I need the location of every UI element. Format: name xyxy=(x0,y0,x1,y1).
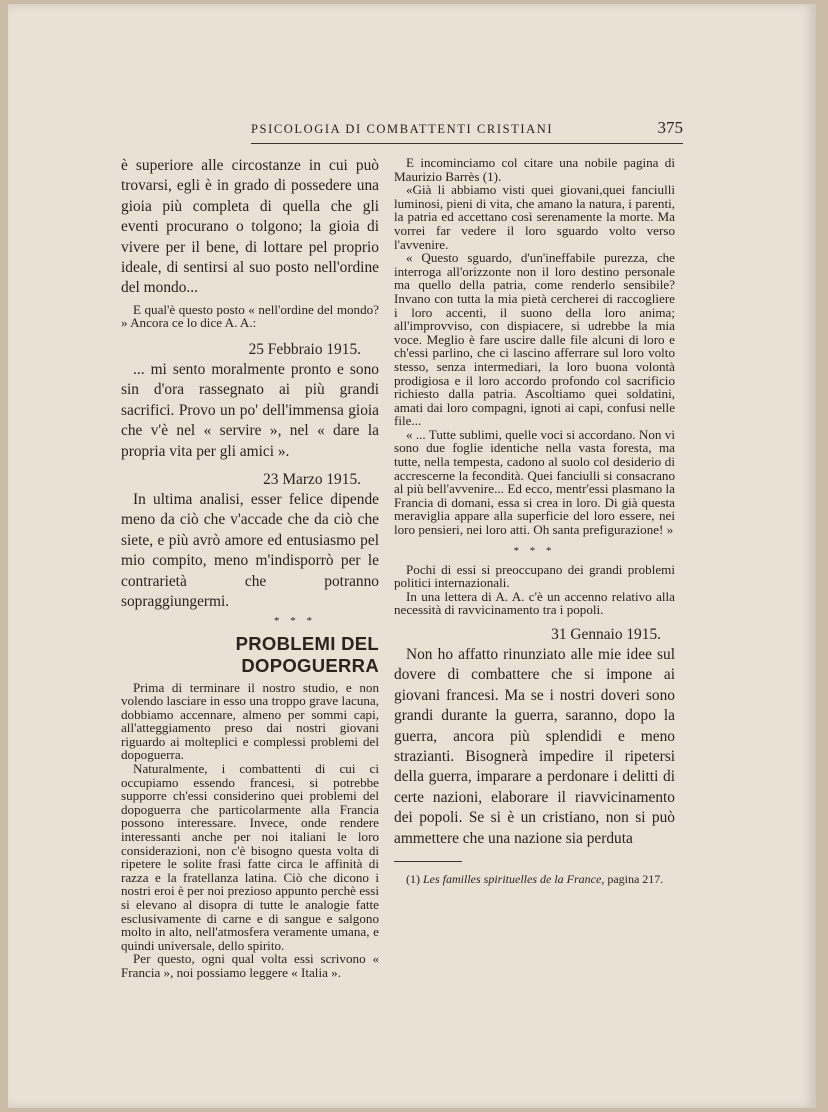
paragraph: E incominciamo col citare una nobile pagina di Maurizio Barrès (1). xyxy=(394,155,675,184)
heading-line: PROBLEMI DEL xyxy=(235,632,379,654)
letter-date: 25 Febbraio 1915. xyxy=(248,341,361,359)
heading-line: DOPOGUERRA xyxy=(241,654,379,676)
letter-date: 31 Gennaio 1915. xyxy=(551,626,661,643)
paragraph: Per questo, ogni qual volta essi scrivono « Francia », noi possiamo leggere « Italia ». xyxy=(121,951,379,980)
paragraph: è superiore alle circostanze in cui può trovarsi, egli è in grado di possedere una gioia più completa di quella che gli eventi procurano o tolgono; la gioia di vivere per il bene, di lottare pel proprio ideale, di sentirsi al suo posto nell'ordine del mondo... xyxy=(121,157,379,297)
footnote xyxy=(394,870,675,888)
running-head xyxy=(251,118,683,144)
paragraph: E qual'è questo posto « nell'ordine del mondo? » Ancora ce lo dice A. A.: xyxy=(121,301,379,331)
quotation: «Già li abbiamo visti quei giovani,quei fanciulli luminosi, pieni di vita, che amano la natura, i parenti, la patria ed accettano così serenamente la morte. Ma vorrei far vedere il loro sguardo volto verso l'avvenire. xyxy=(394,182,675,252)
paragraph: Pochi di essi si preoccupano dei grandi problemi politici internazionali. xyxy=(394,561,675,591)
letter-text: Non ho affatto rinunziato alle mie idee sul dovere di combattere che si impone ai giovani francesi. Ma se i nostri doveri sono grandi durante la guerra, saranno, dopo la guerra, ancora più splendidi e meno strazianti. Bisognerà impedire il ripetersi della guerra, imparare a perdonare i delitti di certe nazioni, elaborare il riavvicinamento dei popoli. Se si è un cristiano, non si può ammettere che una nazione sia perduta xyxy=(394,646,675,847)
quotation: « ... Tutte sublimi, quelle voci si accordano. Non vi sono due foglie identiche nella vasta foresta, ma tutte, nella tempesta, cadono al suolo col desiderio di accrescerne la fecondità. Quei fanciulli si consacrano al più bell'avvenire... Ed ecco, mentr'essi plasmano la Francia di domani, essa si crea in loro. Di già questa meraviglia appare alla superficie del loro essere, nei loro pensieri, nei loro atti. Oh santa prefigurazione! » xyxy=(394,426,675,538)
footnote-title: Les familles spirituelles de la France, xyxy=(423,872,605,887)
book-page xyxy=(8,4,816,1108)
footnote-mark: (1) xyxy=(406,872,420,887)
section-separator: * * * xyxy=(513,544,556,557)
footnote-rule xyxy=(394,861,462,862)
letter-text: In ultima analisi, esser felice dipende meno da ciò che v'accade che da ciò che siete, e più avrò amore ed entusiasmo pel mio compito, meno m'indisporrò per le contrarietà che potranno sopraggiungermi. xyxy=(121,491,379,611)
paragraph: Naturalmente, i combattenti di cui ci occupiamo essendo francesi, si potrebbe supporre ch'essi considerino quei problemi del dopoguerra che particolarmente alla Francia possono interessare. Invece, onde rendere interessanti anche per noi italiani le loro considerazioni, non c'è bisogno questa volta di ripetere le solite frasi fatte circa le affinità di razza e la fratellanza latina. Ciò che dicono i nostri eroi è per noi prezioso appunto perchè essi si elevano al disopra di tutte le analogie fatte esclusivamente di carne e di sangue e salgono molto in alto, nell'atmosfera veramente umana, e quindi universale, dello spirito. xyxy=(121,761,379,953)
paragraph: Prima di terminare il nostro studio, e non volendo lasciare in esso una troppo grave lacuna, dobbiamo accennare, almeno per sommi capi, all'atteggiamento preso dai nostri giovani riguardo ai molteplici e complessi problemi del dopoguerra. xyxy=(121,679,379,763)
footnote-page: pagina 217. xyxy=(607,872,664,887)
quotation: « Questo sguardo, d'un'ineffabile purezza, che interroga all'orizzonte non il loro destino personale ma quello della patria, come renderlo sensibile? Invano con tutta la mia pietà cercherei di raccogliere i loro accenti, il suono della loro anima; all'improvviso, con dispiacere, si udrebbe la mia voce. Meglio è fare uscire dalle file alcuni di loro e ch'essi parlino, che ci lascino afferrare sul loro volto stesso, senza intermediari, la loro buona volontà prodigiosa e il loro accordo profondo col sacrificio richiesto dalla patria. Ascoltiamo quei soldatini, amati dai loro compagni, ignoti ai capi, confusi nelle file... xyxy=(394,250,675,429)
section-separator: * * * xyxy=(274,614,316,627)
running-title: PSICOLOGIA DI COMBATTENTI CRISTIANI xyxy=(251,122,554,136)
page-number: 375 xyxy=(657,118,683,137)
paragraph: In una lettera di A. A. c'è un accenno relativo alla necessità di ravvicinamento tra i popoli. xyxy=(394,588,675,618)
letter-date: 23 Marzo 1915. xyxy=(263,471,361,489)
letter-text: ... mi sento moralmente pronto e sono sin d'ora rassegnato ai più grandi sacrifici. Provo un po' dell'immensa gioia che v'è nel « servire », nel « dare la propria vita per gli amici ». xyxy=(121,361,379,460)
section-heading xyxy=(121,633,379,677)
right-column xyxy=(394,156,675,888)
left-column xyxy=(121,156,379,980)
